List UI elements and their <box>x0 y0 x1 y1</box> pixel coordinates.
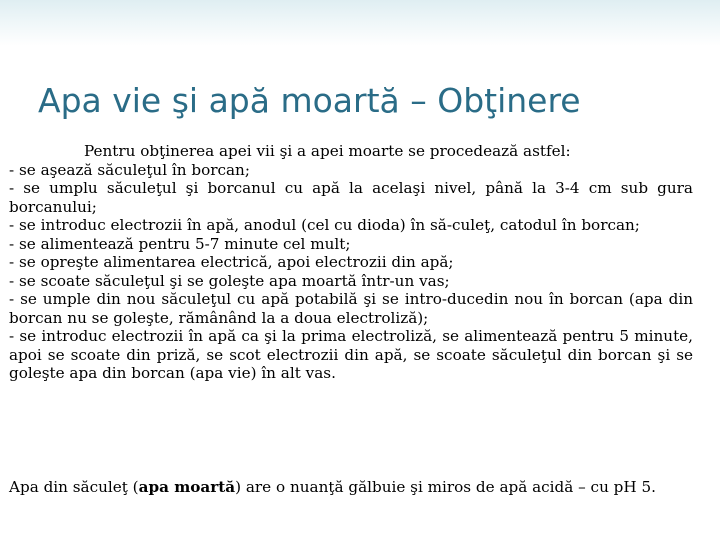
step-item: - se alimentează pentru 5-7 minute cel mult; <box>9 234 351 253</box>
step-item: - se aşează săculeţul în borcan; <box>9 160 250 179</box>
step-item: - se introduc electrozii în apă ca şi la prima electroliză, se alimentează pentru 5 minute, apoi se scoate din priză, se scot electrozii din apă, se scoate săculeţul din borcan şi se goleşte apa din borcan (apa vie) în alt vas. <box>9 327 693 382</box>
steps-list <box>9 161 693 383</box>
step-item: - se umplu săculeţul şi borcanul cu apă la acelaşi nivel, până la 3-4 cm sub gura borcanului; <box>9 179 693 216</box>
slide-body <box>9 142 693 383</box>
step-item: - se opreşte alimentarea electrică, apoi electrozii din apă; <box>9 253 454 271</box>
conclusion-paragraph <box>9 478 693 497</box>
conclusion-text-start: Apa din săculeţ ( <box>9 478 139 496</box>
intro-paragraph: Pentru obţinerea apei vii şi a apei moarte se procedează astfel: <box>84 142 571 160</box>
top-decorative-band <box>0 0 720 46</box>
step-item: - se umple din nou săculeţul cu apă potabilă şi se intro-ducedin nou în borcan (apa din borcan nu se goleşte, rămânând la a doua electroliză); <box>9 290 693 327</box>
conclusion-text-end: ) are o nuanţă gălbuie şi miros de apă acidă – cu pH 5. <box>235 478 656 496</box>
step-item: - se scoate săculeţul şi se goleşte apa moartă într-un vas; <box>9 271 450 290</box>
slide-title: Apa vie şi apă moartă – Obţinere <box>38 81 581 120</box>
step-item: - se introduc electrozii în apă, anodul (cel cu dioda) în să-culeţ, catodul în borcan; <box>9 216 640 234</box>
conclusion-bold-term: apa moartă <box>138 478 236 496</box>
